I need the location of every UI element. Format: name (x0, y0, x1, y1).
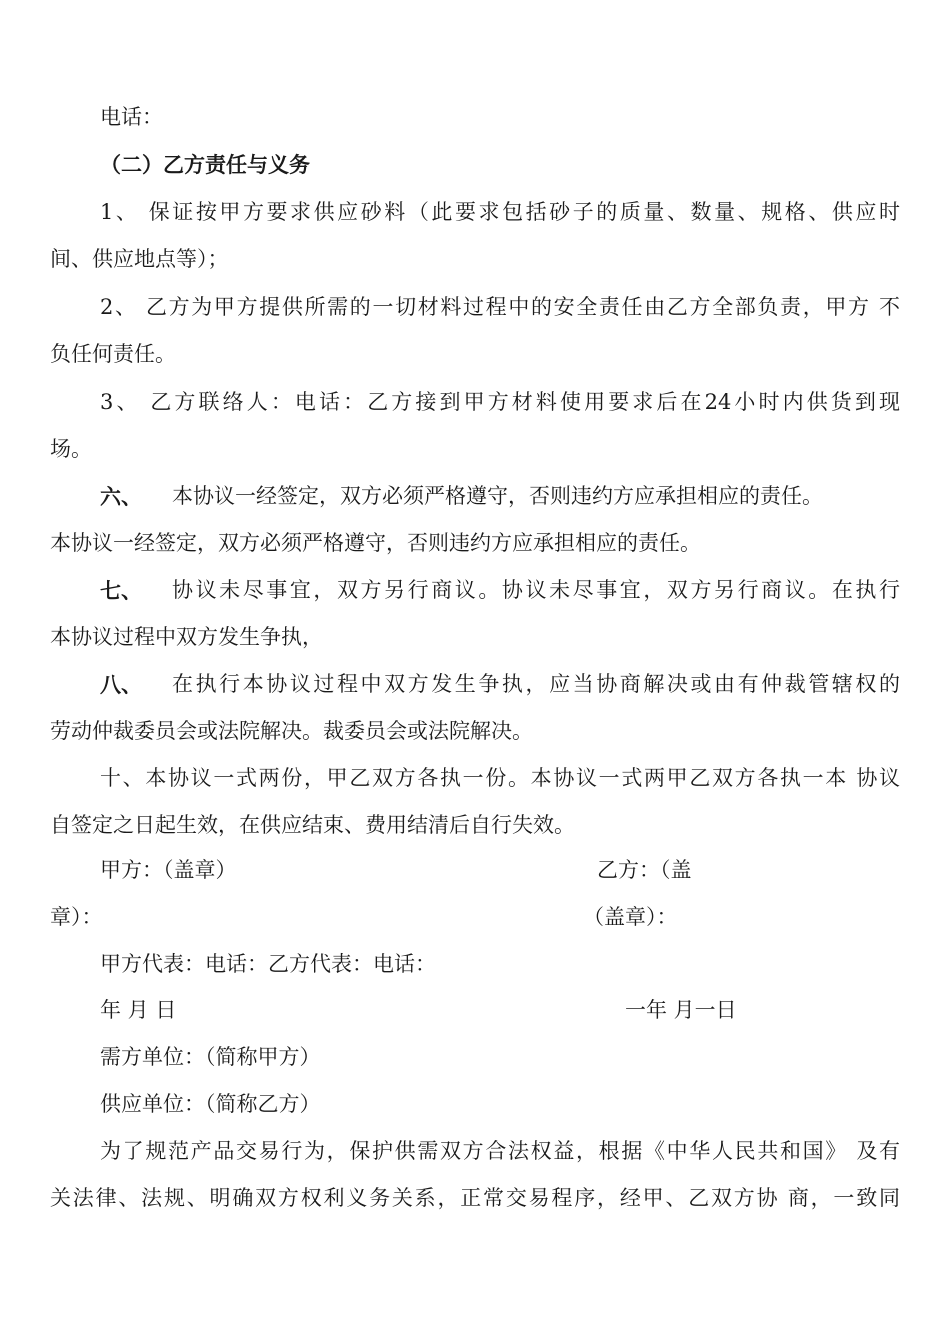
article-10-line-2: 自签定之日起生效，在供应结束、费用结清后自行失效。 (50, 813, 575, 837)
clause-3-line-1: 3、 乙方联络人：电话：乙方接到甲方材料使用要求后在24小时内供货到现 (100, 390, 900, 414)
clause-2-line-2: 负任何责任。 (50, 342, 176, 366)
section-heading-party-b-duties: （二）乙方责任与义务 (100, 152, 310, 177)
party-b-seal-label: 乙方：（盖 (597, 858, 692, 882)
clause-3-line-2: 场。 (50, 437, 92, 461)
article-6-number: 六、 (100, 484, 142, 509)
preamble-line-1: 为了规范产品交易行为，保护供需双方合法权益，根据《中华人民共和国》 及有 (100, 1139, 900, 1163)
party-b-seal-continued: （盖章）： (583, 905, 678, 929)
article-6-text: 本协议一经签定，双方必须严格遵守，否则违约方应承担相应的责任。 (172, 484, 823, 508)
clause-1-line-2: 间、供应地点等）； (50, 247, 229, 271)
article-7-line-2: 本协议过程中双方发生争执， (50, 625, 323, 649)
article-8-line-2: 劳动仲裁委员会或法院解决。裁委员会或法院解决。 (50, 719, 533, 743)
preamble-line-2: 关法律、法规、明确双方权利义务关系，正常交易程序，经甲、乙双方协 商，一致同 (50, 1186, 901, 1210)
supplier-unit-line: 供应单位：（简称乙方） (100, 1092, 321, 1116)
party-a-date: 年 月 日 (100, 998, 177, 1022)
article-8-text: 在执行本协议过程中双方发生争执，应当协商解决或由有仲裁管辖权的 (172, 672, 900, 696)
phone-label-line: 电话： (100, 105, 163, 129)
party-a-seal-continued: 章）： (50, 905, 103, 929)
buyer-unit-line: 需方单位：（简称甲方） (100, 1045, 321, 1069)
party-a-seal-label: 甲方：（盖章） (100, 858, 237, 882)
party-b-date: 一年 月一日 (625, 998, 737, 1022)
representatives-line: 甲方代表：电话：乙方代表：电话： (100, 952, 436, 976)
article-10-line-1: 十、本协议一式两份，甲乙双方各执一份。本协议一式两甲乙双方各执一本 协议 (100, 766, 900, 790)
article-7-number: 七、 (100, 578, 142, 603)
clause-2-line-1: 2、 乙方为甲方提供所需的一切材料过程中的安全责任由乙方全部负责，甲方 不 (100, 295, 900, 319)
article-8-number: 八、 (100, 672, 142, 697)
article-6-repeat: 本协议一经签定，双方必须严格遵守，否则违约方应承担相应的责任。 (50, 531, 701, 555)
article-7-text: 协议未尽事宜，双方另行商议。协议未尽事宜，双方另行商议。在执行 (172, 578, 900, 602)
clause-1-line-1: 1、 保证按甲方要求供应砂料（此要求包括砂子的质量、数量、规格、供应时 (100, 200, 900, 224)
